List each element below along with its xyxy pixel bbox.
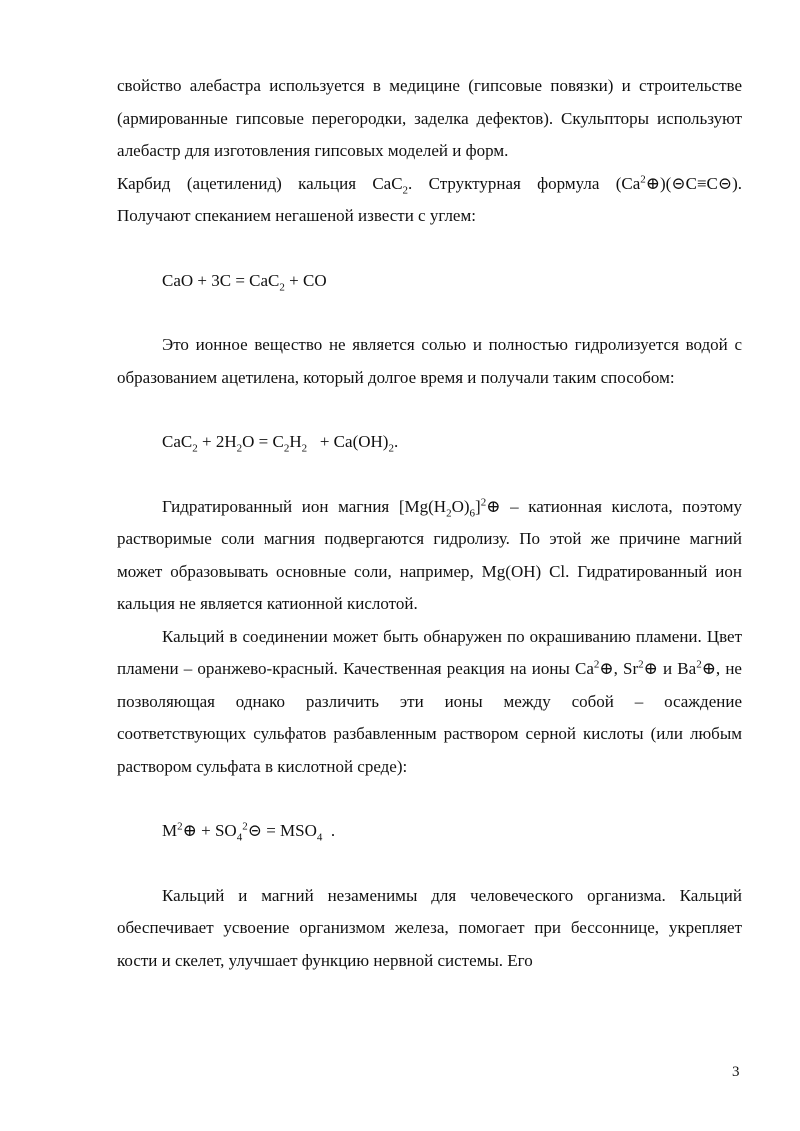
text-run: ] (475, 496, 481, 516)
text-run: Гидратированный ион магния [Mg(H (162, 496, 447, 516)
text-run: O) (451, 496, 470, 516)
paragraph-alabaster-use (117, 70, 742, 168)
paragraph-text: Это ионное вещество не является солью и полностью гидролизуется водой с образованием ацетилена, который долгое время и получали таким способом: (117, 335, 742, 387)
paragraph-magnesium-ion (117, 491, 742, 621)
superscript: 2 (638, 658, 644, 671)
subscript: 4 (316, 831, 323, 844)
text-run: Кальций в соединении может быть обнаружен по окрашиванию пламени. Цвет пламени – оранжево-красный. Качественная реакция на ионы Ca (117, 626, 742, 678)
text-run: Карбид (ацетиленид) кальция CaC (117, 173, 403, 193)
subscript: 2 (446, 506, 452, 519)
text-run: ⊕, Sr (599, 659, 639, 678)
superscript: 2 (480, 495, 487, 508)
text-run: . Структурная формула (Ca (408, 173, 641, 193)
subscript: 2 (388, 442, 394, 455)
subscript: 2 (192, 442, 198, 455)
paragraph-biological-role (117, 880, 742, 978)
text-run: H (289, 432, 302, 451)
text-run: . (393, 432, 399, 451)
text-run: CaO + 3C = CaC (162, 270, 280, 290)
text-run: ⊕ – катионная кислота, поэтому растворимые соли магния подвергаются гидролизу. По этой же причине магний может образовывать основные соли, например, Mg(OH) Cl. Гидратированный ион кальция не является катионной кислотой. (117, 496, 742, 613)
text-run: ⊕, не позволяющая однако различить эти ионы между собой – осаждение соответствующих сульфатов разбавленным раствором серной кислоты (или любым раствором сульфата в кислотной среде): (117, 659, 742, 776)
paragraph-text: Кальций и магний незаменимы для человеческого организма. Кальций обеспечивает усвоение организмом железа, помогает при бессоннице, укрепляет кости и скелет, улучшает функцию нервной системы. Его (117, 885, 742, 970)
superscript: 2 (640, 172, 646, 185)
page-number: 3 (732, 1064, 740, 1080)
subscript: 2 (301, 442, 308, 455)
paragraph-flame-test (117, 621, 742, 784)
text-run: ⊝ = MSO (247, 821, 317, 840)
paragraph-text: свойство алебастра используется в медицине (гипсовые повязки) и строительстве (армированные гипсовые перегородки, заделка дефектов). Скульпторы используют алебастр для изготовления гипсовых моделей и форм. (117, 76, 742, 160)
text-run: CaC (162, 432, 193, 451)
document-body (117, 70, 742, 977)
text-run: O = C (242, 432, 284, 451)
subscript: 2 (283, 442, 290, 455)
subscript: 6 (469, 506, 476, 519)
subscript: 2 (279, 280, 285, 293)
subscript: 2 (402, 183, 409, 196)
text-run: + CO (284, 270, 327, 290)
paragraph-calcium-carbide (117, 168, 742, 233)
text-run: ⊕)(⊝C≡C⊝). Получают спеканием негашеной извести с углем: (117, 173, 743, 225)
text-run: + 2H (197, 432, 237, 451)
superscript: 2 (242, 820, 248, 833)
subscript: 2 (236, 442, 243, 455)
text-run: . (322, 821, 336, 840)
superscript: 2 (696, 658, 702, 671)
paragraph-hydrolysis (117, 329, 742, 394)
subscript: 4 (236, 831, 243, 844)
text-run: + Ca(OH) (307, 432, 389, 451)
formula-carbide-synthesis (117, 265, 742, 298)
text-run: M (162, 821, 178, 840)
superscript: 2 (593, 658, 600, 671)
formula-sulfate-precipitation (117, 815, 742, 848)
text-run: ⊕ и Ba (643, 659, 697, 678)
formula-acetylene (117, 426, 742, 459)
superscript: 2 (177, 820, 183, 833)
text-run: ⊕ + SO (182, 821, 237, 840)
